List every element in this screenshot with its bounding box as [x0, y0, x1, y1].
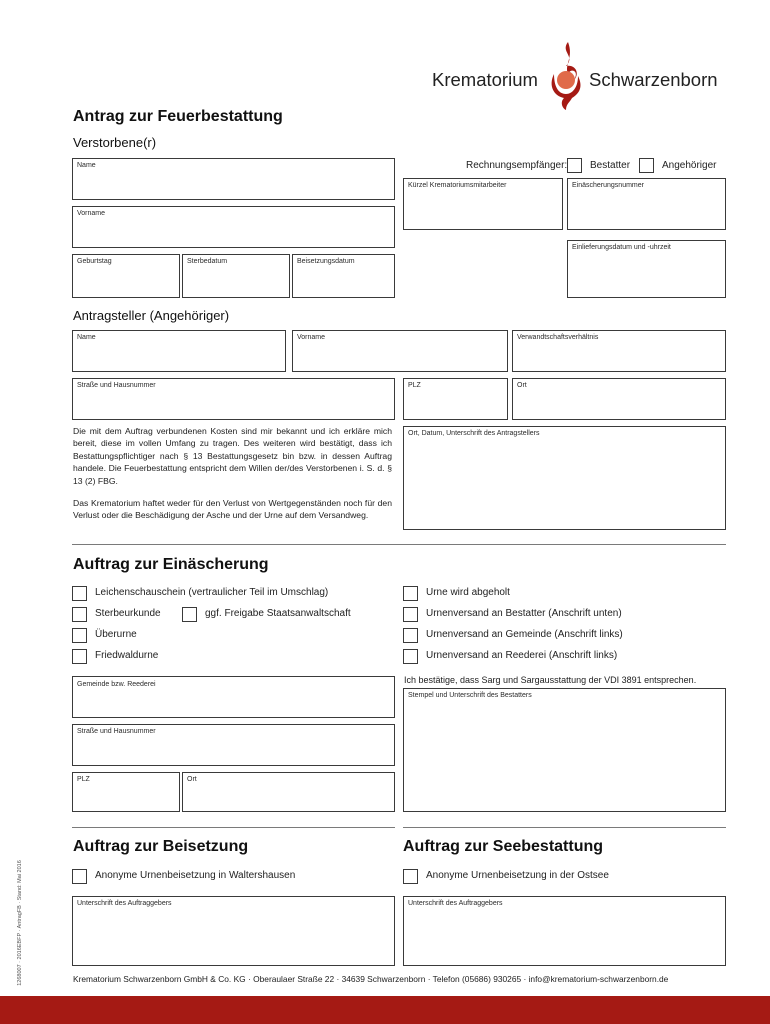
death-registry-label: Sterbeurkunde [95, 608, 161, 619]
deceased-name-field[interactable] [72, 158, 395, 200]
urn-to-undertaker-checkbox[interactable] [403, 607, 418, 622]
urn-pickup-checkbox[interactable] [403, 586, 418, 601]
burialdate-field[interactable] [292, 254, 395, 298]
community-street-label: Straße und Hausnummer [77, 728, 156, 735]
applicant-zip-field[interactable] [403, 378, 508, 420]
applicant-city-label: Ort [517, 382, 527, 389]
anonymous-urn-baltic-checkbox[interactable] [403, 869, 418, 884]
applicant-signature-field[interactable] [403, 426, 726, 530]
staff-initials-field[interactable] [403, 178, 563, 230]
birthdate-field[interactable] [72, 254, 180, 298]
community-city-label: Ort [187, 776, 197, 783]
urn-to-community-checkbox[interactable] [403, 628, 418, 643]
burial-signature-field[interactable] [72, 896, 395, 966]
cremation-heading: Auftrag zur Einäscherung [73, 556, 269, 573]
declaration-paragraph-2: Das Krematorium haftet weder für den Verlust von Wertgegenständen noch für den Verlust oder die Beschädigung der Asche und der Urne auf dem Versandweg. [73, 498, 392, 521]
outer-urn-label: Überurne [95, 629, 137, 640]
billing-undertaker-checkbox[interactable] [567, 158, 582, 173]
forest-urn-label: Friedwaldurne [95, 650, 159, 661]
billing-recipient-label: Rechnungsempfänger: [466, 160, 568, 171]
urn-to-undertaker-label: Urnenversand an Bestatter (Anschrift unten) [426, 608, 622, 619]
death-certificate-checkbox[interactable] [72, 586, 87, 601]
logo-text-right: Schwarzenborn [589, 69, 718, 90]
applicant-name-label: Name [77, 334, 96, 341]
sea-divider [403, 827, 726, 828]
death-certificate-label: Leichenschauschein (vertraulicher Teil im Umschlag) [95, 587, 329, 598]
applicant-name-field[interactable] [72, 330, 286, 372]
urn-to-shipping-company-checkbox[interactable] [403, 649, 418, 664]
deathdate-label: Sterbedatum [187, 258, 228, 265]
sea-burial-heading: Auftrag zur Seebestattung [403, 838, 604, 855]
prosecutor-release-label: ggf. Freigabe Staatsanwaltschaft [205, 608, 351, 619]
community-city-field[interactable] [182, 772, 395, 812]
burial-signature-label: Unterschrift des Auftraggebers [77, 900, 172, 907]
applicant-firstname-label: Vorname [297, 334, 326, 341]
cremation-number-label: Einäscherungsnummer [572, 182, 644, 189]
undertaker-stamp-field[interactable] [403, 688, 726, 812]
applicant-street-label: Straße und Hausnummer [77, 382, 156, 389]
urn-to-community-label: Urnenversand an Gemeinde (Anschrift links) [426, 629, 623, 640]
birthdate-label: Geburtstag [77, 258, 112, 265]
applicant-zip-label: PLZ [408, 382, 421, 389]
sea-signature-label: Unterschrift des Auftraggebers [408, 900, 503, 907]
community-street-field[interactable] [72, 724, 395, 766]
deceased-firstname-field[interactable] [72, 206, 395, 248]
sea-signature-field[interactable] [403, 896, 726, 966]
applicant-heading: Antragsteller (Angehöriger) [73, 308, 230, 323]
logo-text-left: Krematorium [432, 69, 538, 90]
brand-footer-bar [0, 996, 770, 1024]
prosecutor-release-checkbox[interactable] [182, 607, 197, 622]
community-zip-label: PLZ [77, 776, 90, 783]
page-title: Antrag zur Feuerbestattung [73, 108, 283, 125]
community-field[interactable] [72, 676, 395, 718]
billing-relative-checkbox[interactable] [639, 158, 654, 173]
outer-urn-checkbox[interactable] [72, 628, 87, 643]
declaration-paragraph-1: Die mit dem Auftrag verbundenen Kosten sind mir bekannt und ich erkläre mich bereit, diese im vollen Umfang zu tragen. Des weiteren wird bestätigt, dass ich Bestattungspflichtiger nach § 13 Bestattungsgesetz bin bzw. in dessen Auftrag handele. Die Feuerbestattung entspricht dem Willen der/des Verstorbenen i. S. d. § 13 (2) FBG. [73, 426, 392, 486]
delivery-datetime-field[interactable] [567, 240, 726, 298]
vdi-confirmation-text: Ich bestätige, dass Sarg und Sargausstattung der VDI 3891 entsprechen. [404, 675, 697, 685]
death-registry-checkbox[interactable] [72, 607, 87, 622]
delivery-datetime-label: Einlieferungsdatum und -uhrzeit [572, 244, 671, 251]
anonymous-urn-baltic-label: Anonyme Urnenbeisetzung in der Ostsee [426, 870, 609, 881]
applicant-signature-label: Ort, Datum, Unterschrift des Antragstellers [408, 430, 540, 437]
footer-contact: Krematorium Schwarzenborn GmbH & Co. KG · Oberaulaer Straße 22 · 34639 Schwarzenborn · Telefon (05686) 930265 · info@krematorium-schwarzenborn.de [73, 974, 669, 984]
burial-divider [72, 827, 395, 828]
deceased-heading: Verstorbene(r) [73, 135, 157, 150]
anonymous-urn-waltershausen-checkbox[interactable] [72, 869, 87, 884]
community-zip-field[interactable] [72, 772, 180, 812]
deceased-name-label: Name [77, 162, 96, 169]
relationship-label: Verwandtschaftsverhältnis [517, 334, 599, 341]
applicant-street-field[interactable] [72, 378, 395, 420]
billing-undertaker-label: Bestatter [590, 160, 631, 171]
community-label: Gemeinde bzw. Reederei [77, 681, 156, 688]
document-reference-note: 1268007 · 2016EBFP · AntragFB · Stand: Mai 2016 [17, 860, 23, 986]
cost-declaration-text [73, 425, 392, 522]
cremation-number-field[interactable] [567, 178, 726, 230]
staff-initials-label: Kürzel Krematoriumsmitarbeiter [408, 182, 507, 189]
anonymous-urn-waltershausen-label: Anonyme Urnenbeisetzung in Waltershausen [95, 870, 296, 881]
burialdate-label: Beisetzungsdatum [297, 258, 355, 265]
section-divider [72, 544, 726, 545]
deceased-firstname-label: Vorname [77, 210, 106, 217]
deathdate-field[interactable] [182, 254, 290, 298]
undertaker-stamp-label: Stempel und Unterschrift des Bestatters [408, 692, 532, 699]
applicant-firstname-field[interactable] [292, 330, 508, 372]
relationship-field[interactable] [512, 330, 726, 372]
urn-to-shipping-company-label: Urnenversand an Reederei (Anschrift links) [426, 650, 618, 661]
urn-pickup-label: Urne wird abgeholt [426, 587, 510, 598]
burial-heading: Auftrag zur Beisetzung [73, 838, 249, 855]
forest-urn-checkbox[interactable] [72, 649, 87, 664]
flame-logo-icon [546, 40, 586, 112]
applicant-city-field[interactable] [512, 378, 726, 420]
billing-relative-label: Angehöriger [662, 160, 717, 171]
